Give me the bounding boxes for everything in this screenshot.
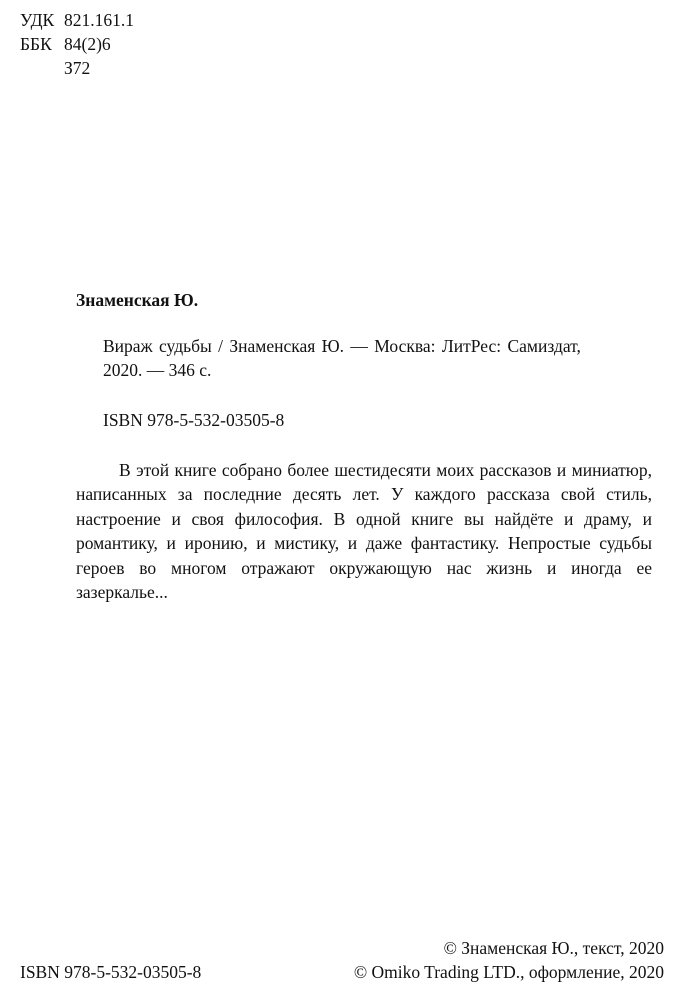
bibliographic-line-1: Вираж судьбы / Знаменская Ю. — Москва: ЛитРес: Самиздат, bbox=[103, 336, 581, 356]
bbk-label: ББК bbox=[20, 34, 52, 54]
bibliographic-line-2: 2020. — 346 с. bbox=[103, 360, 212, 380]
copyright-text: © Знаменская Ю., текст, 2020 bbox=[443, 938, 664, 958]
footer-isbn: ISBN 978-5-532-03505-8 bbox=[20, 962, 202, 982]
classification-codes bbox=[20, 10, 220, 80]
bbk-value: 84(2)6 bbox=[64, 34, 111, 54]
udk-value: 821.161.1 bbox=[64, 10, 134, 30]
udk-label: УДК bbox=[20, 10, 55, 30]
author-heading: Знаменская Ю. bbox=[76, 290, 199, 310]
isbn: ISBN 978-5-532-03505-8 bbox=[103, 410, 285, 430]
annotation-paragraph: В этой книге собрано более шестидесяти моих рассказов и миниатюр, написанных за последние десять лет. У каждого рассказа свой стиль, настроение и своя философия. В одной книге вы найдёте и драму, и романтику, и иронию, и мистику, и даже фантастику. Непростые судьбы героев во многом отражают окружающую нас жизнь и иногда ее зазеркалье... bbox=[76, 460, 652, 603]
author-mark: З72 bbox=[64, 58, 91, 78]
copyright-design: © Omiko Trading LTD., оформление, 2020 bbox=[353, 962, 664, 982]
